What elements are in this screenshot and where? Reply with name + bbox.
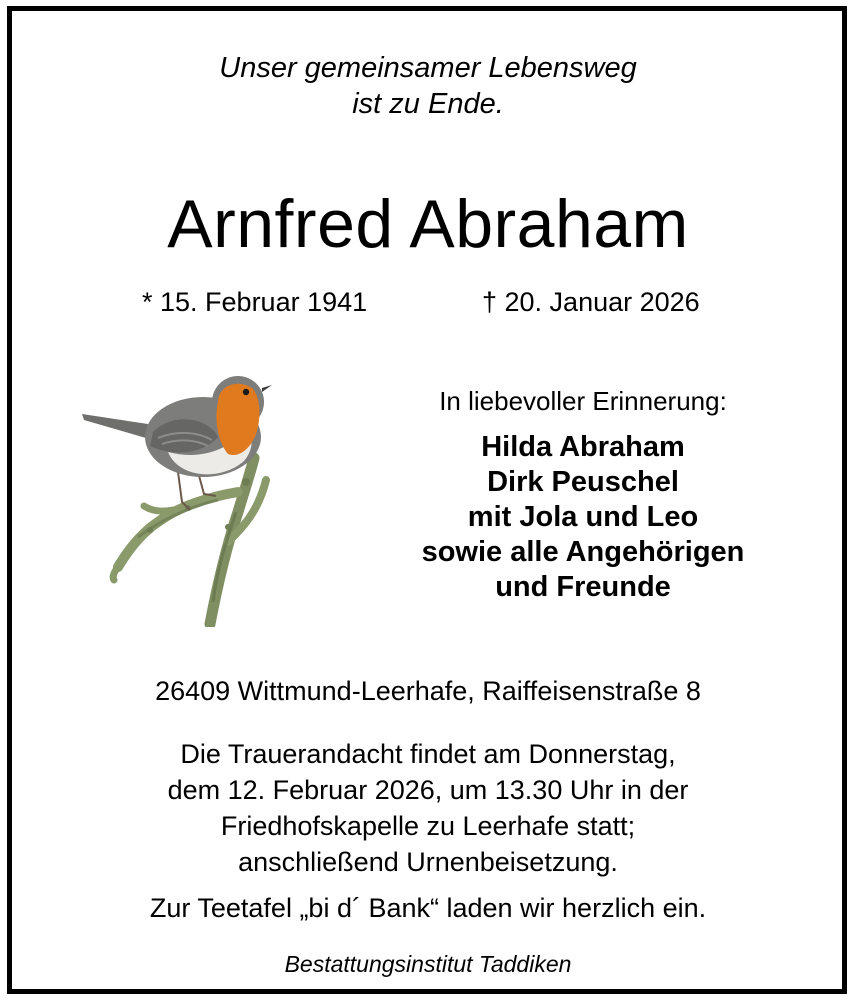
deceased-name: Arnfred Abraham (167, 186, 689, 262)
mourner-line: sowie alle Angehörigen (421, 536, 745, 568)
robin-on-branch-icon (78, 362, 278, 627)
motto-line-2: ist zu Ende. (352, 88, 504, 120)
invitation: Zur Teetafel „bi d´ Bank“ laden wir herzlich ein. (149, 893, 707, 923)
remembrance-label: In liebevoller Erinnerung: (439, 386, 727, 416)
address: 26409 Wittmund-Leerhafe, Raiffeisenstraße 8 (155, 676, 701, 706)
branch (113, 458, 266, 624)
service-details (0, 736, 856, 880)
undertaker: Bestattungsinstitut Taddiken (284, 951, 572, 977)
death-date: † 20. Januar 2026 (482, 287, 700, 317)
service-line: Friedhofskapelle zu Leerhafe statt; (220, 811, 636, 841)
service-line: anschließend Urnenbeisetzung. (238, 847, 618, 877)
birth-date: * 15. Februar 1941 (142, 287, 368, 317)
service-line: dem 12. Februar 2026, um 13.30 Uhr in der (167, 775, 689, 805)
mourner-line: und Freunde (495, 571, 671, 603)
motto-line-1: Unser gemeinsamer Lebensweg (219, 52, 637, 84)
mourner-line: mit Jola und Leo (467, 501, 699, 533)
motto (0, 50, 856, 122)
mourner-line: Dirk Peuschel (487, 466, 679, 498)
mourner-line: Hilda Abraham (481, 431, 685, 463)
service-line: Die Trauerandacht findet am Donnerstag, (180, 739, 676, 769)
mourners-list (400, 430, 766, 605)
